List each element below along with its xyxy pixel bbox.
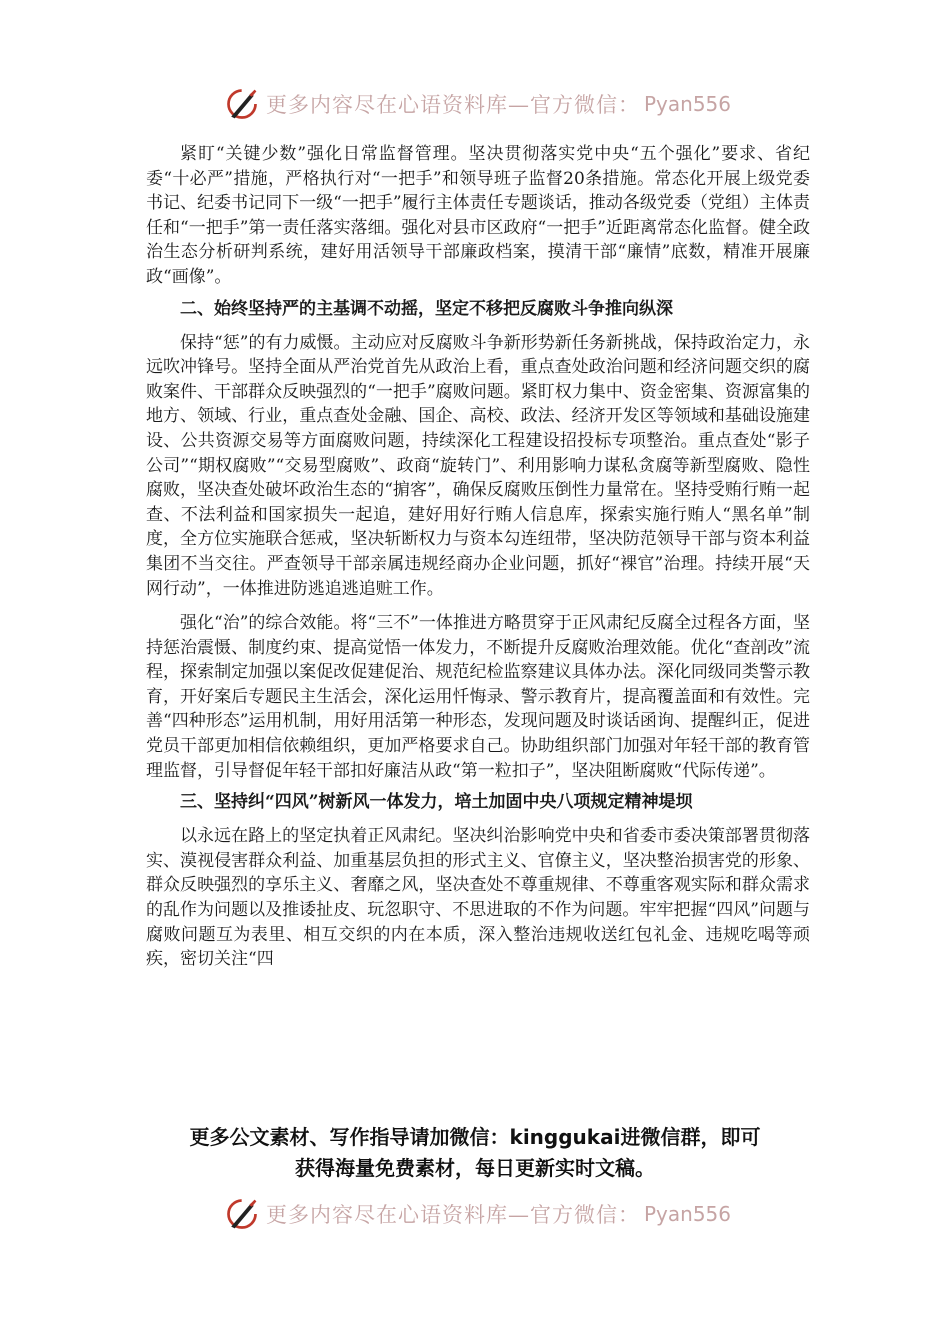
header-watermark	[224, 84, 731, 124]
brush-logo-icon	[224, 1196, 260, 1232]
promo-notice	[130, 1122, 820, 1184]
footer-watermark	[224, 1194, 731, 1234]
footer-brand-text: 更多内容尽在心语资料库—官方微信：	[266, 1203, 640, 1227]
paragraph: 以永远在路上的坚定执着正风肃纪。坚决纠治影响党中央和省委市委决策部署贯彻落实、漠视侵害群众利益、加重基层负担的形式主义、官僚主义，坚决整治损害党的形象、群众反映强烈的享乐主义、奢靡之风，坚决查处不尊重规律、不尊重客观实际和群众需求的乱作为问题以及推诿扯皮、玩忽职守、不思进取的不作为问题。牢牢把握“四风”问题与腐败问题互为表里、相互交织的内在本质，深入整治违规收送红包礼金、违规吃喝等顽疾，密切关注“四	[146, 826, 810, 970]
paragraph: 紧盯“关键少数”强化日常监督管理。坚决贯彻落实党中央“五个强化”要求、省纪委“十必严”措施，严格执行对“一把手”和领导班子监督20条措施。常态化开展上级党委书记、纪委书记同下一级“一把手”履行主体责任专题谈话，推动各级党委（党组）主体责任和“一把手”第一责任落实落细。强化对县市区政府“一把手”近距离常态化监督。健全政治生态分析研判系统，建好用活领导干部廉政档案，摸清干部“廉情”底数，精准开展廉政“画像”。	[146, 144, 810, 287]
paragraph: 强化“治”的综合效能。将“三不”一体推进方略贯穿于正风肃纪反腐全过程各方面，坚持惩治震慑、制度约束、提高觉悟一体发力，不断提升反腐败治理效能。优化“查剖改”流程，探索制定加强以案促改促建促治、规范纪检监察建议具体办法。深化同级同类警示教育，开好案后专题民主生活会，深化运用忏悔录、警示教育片，提高覆盖面和有效性。完善“四种形态”运用机制，用好用活第一种形态，发现问题及时谈话函询、提醒纠正，促进党员干部更加相信依赖组织，更加严格要求自己。协助组织部门加强对年轻干部的教育管理监督，引导督促年轻干部扣好廉洁从政“第一粒扣子”，坚决阻断腐败“代际传递”。	[146, 613, 810, 781]
section-heading: 二、始终坚持严的主基调不动摇，坚定不移把反腐败斗争推向纵深	[180, 298, 673, 319]
promo-line: 获得海量免费素材，每日更新实时文稿。	[295, 1156, 655, 1180]
header-wechat-id: Pyan556	[644, 92, 732, 116]
document-body	[146, 142, 810, 972]
promo-line: 更多公文素材、写作指导请加微信：kinggukai进微信群，即可	[189, 1125, 761, 1149]
footer-wechat-id: Pyan556	[644, 1202, 732, 1226]
header-brand-text: 更多内容尽在心语资料库—官方微信：	[266, 93, 640, 117]
paragraph: 保持“惩”的有力威慑。主动应对反腐败斗争新形势新任务新挑战，保持政治定力，永远吹冲锋号。坚持全面从严治党首先从政治上看，重点查处政治问题和经济问题交织的腐败案件、干部群众反映强烈的“一把手”腐败问题。紧盯权力集中、资金密集、资源富集的地方、领域、行业，重点查处金融、国企、高校、政法、经济开发区等领域和基础设施建设、公共资源交易等方面腐败问题，持续深化工程建设招投标专项整治。重点查处“影子公司”“期权腐败”“交易型腐败”、政商“旋转门”、利用影响力谋私贪腐等新型腐败、隐性腐败，坚决查处破坏政治生态的“掮客”，确保反腐败压倒性力量常在。坚持受贿行贿一起查、不法利益和国家损失一起追，建好用好行贿人信息库，探索实施行贿人“黑名单”制度，全方位实施联合惩戒，坚决斩断权力与资本勾连纽带，坚决防范领导干部与资本利益集团不当交往。严查领导干部亲属违规经商办企业问题，抓好“裸官”治理。持续开展“天网行动”，一体推进防逃追逃追赃工作。	[146, 332, 810, 599]
brush-logo-icon	[224, 86, 260, 122]
section-heading: 三、坚持纠“四风”树新风一体发力，培土加固中央八项规定精神堤坝	[180, 792, 693, 813]
